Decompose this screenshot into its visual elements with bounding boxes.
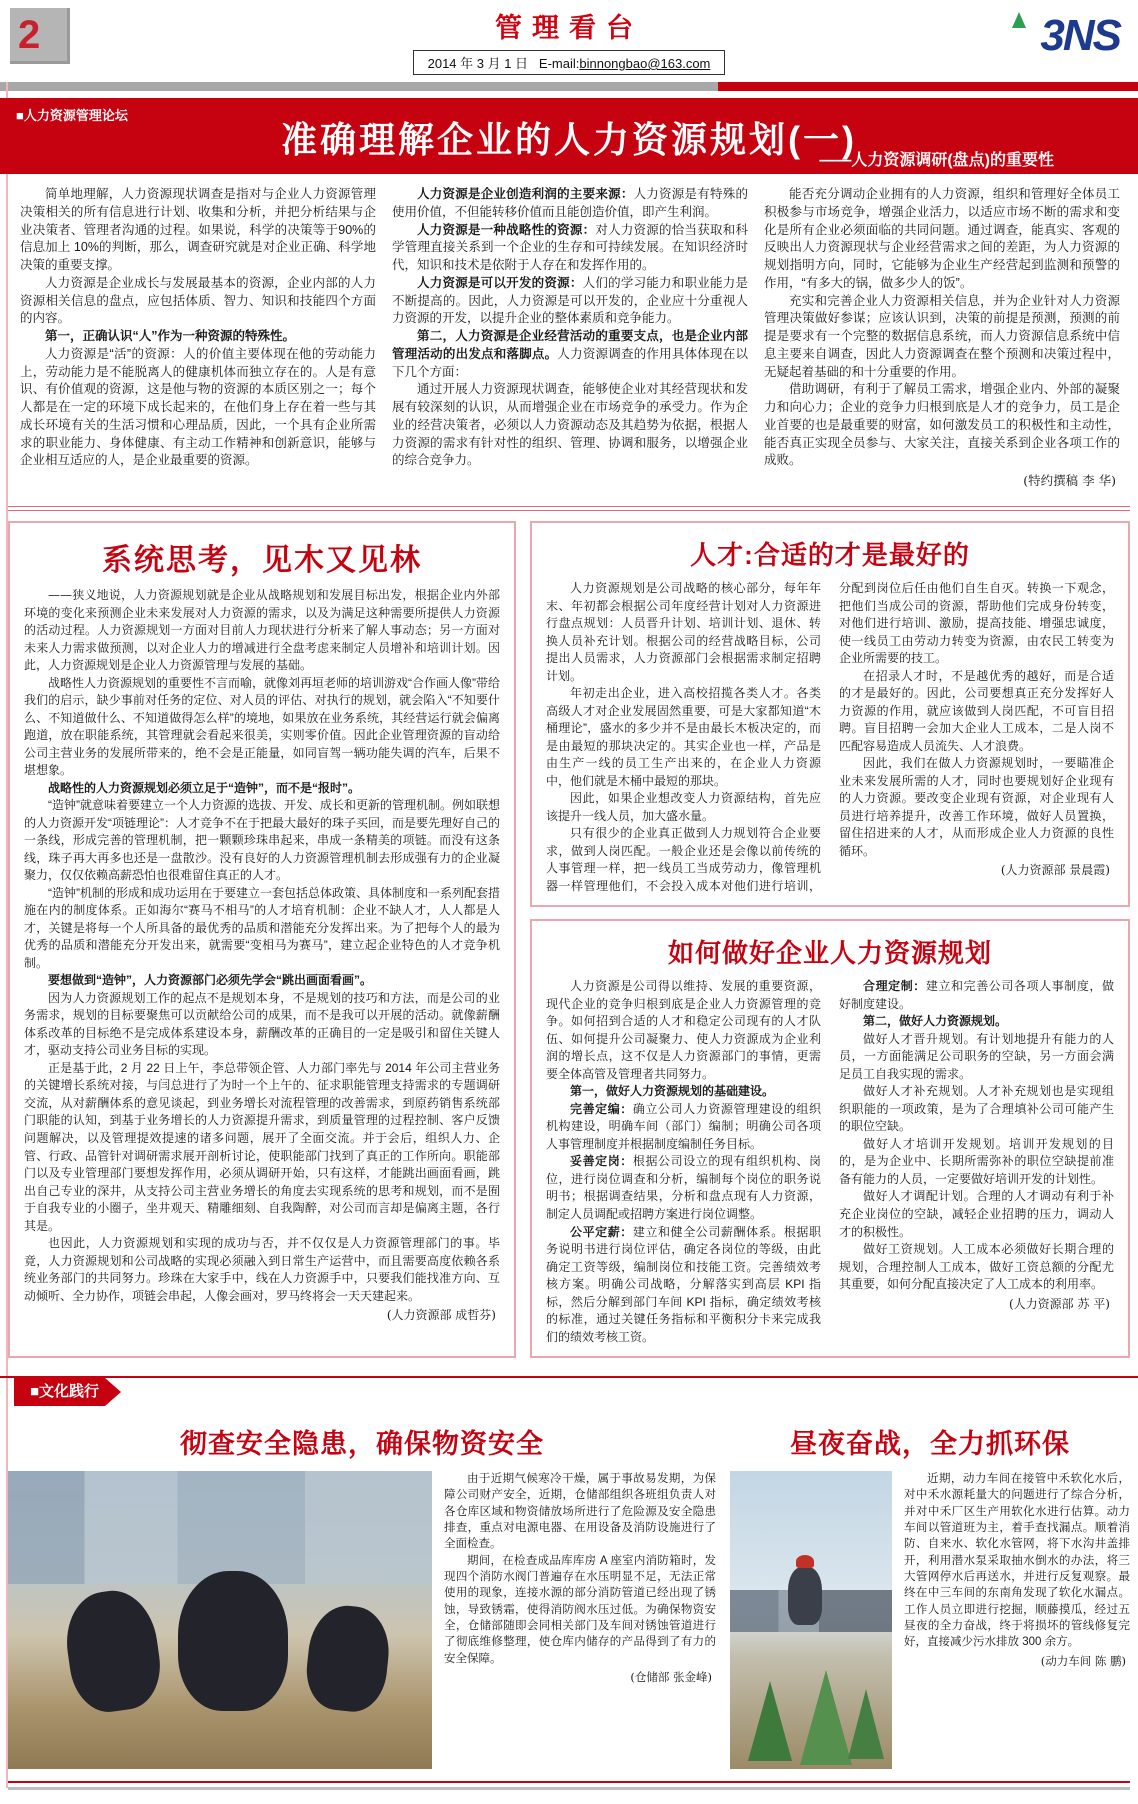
byline: (人力资源部 景晨霞) (1000, 863, 1110, 878)
section-double-rule (8, 506, 1130, 511)
paragraph: 第二，人力资源是企业经营活动的重要支点，也是企业内部管理活动的出发点和落脚点。人力资源调查的作用具体体现在以下几个方面： (392, 329, 748, 379)
paragraph: 做好人才补充规划。人才补充规划也是实现组织职能的一项政策，是为了合理填补公司可能产生的职位空缺。 (839, 1084, 1114, 1134)
paragraph: 人力资源是公司得以维持、发展的重要资源，现代企业的竞争归根到底是企业人力资源管理的竞争。如何招到合适的人才和稳定公司现有的人才队伍、如何提升公司凝聚力、使人力资源成为企业利润的增长点，这不仅是人力资源部门的事情，更需要全体高管及管理者共同努力。 (546, 979, 821, 1081)
paragraph: 正是基于此，2 月 22 日上午，李总带领企管、人力部门率先与 2014 年公司主营业务的关键增长系统对接，与闫总进行了为时一个上午的、征求职能管理支持需求的专题调研交流，从对薪酬体系的意见谈起，到业务增长对流程管理的改善需求，到原药销售系统部门职能的认知，到基于业务增长的人力资源提升需求，到质量管理的过程控制、客户反馈问题解决，以及管理提效提速的诸多问题，展开了全面交流。并于会后，组织人力、企管、行政、品管针对调研需求展开剖析讨论，使职能部门找到了真正的工作所向。职能部门以及专业管理部门要想发挥作用，必须从调研开始，只有这样，才能跳出画面看画，跳出自己专业的深井，从支持公司主营业务增长的角度去实现系统的思考和规划，而不是囿于自我专业的小圈子，坐井观天、精雕细刻、自我陶醉，对公司而言却是偏离主题，各行其是。 (24, 1060, 500, 1233)
photo-worker-figure (303, 1602, 394, 1715)
paragraph: 战略性人力资源规划的重要性不言而喻，就像刘再垣老师的培训游戏“合作画人像”带给我们的启示，缺少事前对任务的定位、对人员的评估、对执行的规划，就会陷入“不知要什么、不知道做什么、不知道做得怎么样”的境地，如果放在业务系统，其经营运行就会偏离跑道，放在职能系统，其管理就会看起来很美，实则零价值。因此企业管理资源的盲动给公司主营业务的发展所带来的，绝不会是正能量，如同盲驾一辆功能失调的汽车，后果不堪想象。 (24, 675, 500, 778)
main-headline: 准确理解企业的人力资源规划(一) (281, 119, 857, 160)
byline: (动力车间 陈 鹏) (1040, 1653, 1126, 1668)
boxed-articles-row (0, 513, 1138, 1362)
paragraph: 做好工资规划。人工成本必须做好长期合理的规划，合理控制人工成本，做好工资总额的分配尤其重要，如何分配直接决定了人工成本的利用率。 (839, 1242, 1114, 1292)
paragraph: 因此，如果企业想改变人力资源结构，首先应该提升一线人员，加大盛水量。 (546, 791, 821, 823)
headline-subtitle: ——人力资源调研(盘点)的重要性 (819, 152, 1054, 169)
page-header (0, 0, 1138, 82)
article-title: 系统思考，见木又见林 (102, 544, 422, 577)
article-layout (8, 1471, 716, 1769)
paragraph: 公平定薪：建立和健全公司薪酬体系。根据职务说明书进行岗位评估，确定各岗位的等级，由此确定工资等级，编制岗位和技能工资。完善绩效考核方案。明确公司战略，分解落实到高层 KPI 指标，然后分解到部门车间 KPI 指标，确定绩效考核的标准，通过关键任务指标和平衡积分卡来完成我们的绩效考核工资。 (546, 1224, 821, 1344)
paragraph: 年初走出企业，进入高校招揽各类人才。各类高级人才对企业发展固然重要，可是大家都知道“木桶理论”，盛水的多少并不是由最长木板决定的，而是由最短的那块决定的。其实企业也一样，产品是由生产一线的员工生产出来的，在企业人力资源中，他们就是木桶中最短的那块。 (546, 686, 821, 788)
paragraph: 近期，动力车间在接管中禾软化水后，对中禾水源耗量大的问题进行了综合分析，并对中禾厂区生产用软化水进行估算。动力车间以管道班为主，着手查找漏点。顺着消防、自来水、软化水管网，将下水沟井盖排开，利用潜水泵采取抽水倒水的办法，将三大管网停水后再送水，并进行反复观察。最终在中三车间的东南角发现了软化水漏点。工作人员立即进行挖掘，顺藤摸瓜，经过五昼夜的全力奋战，终于将损坏的管线修复完好，直接减少污水排放 300 余方。 (904, 1473, 1130, 1649)
photo-pipeline-repair (730, 1471, 892, 1769)
header-divider-bar (0, 82, 1138, 91)
right-box-column (530, 521, 1130, 1358)
divider-gray-segment (0, 82, 718, 91)
paragraph: 人力资源是企业成长与发展最基本的资源，企业内部的人力资源相关信息的盘点，应包括体质、智力、知识和技能四个方面的内容。 (20, 275, 376, 326)
photo-worker-figure (60, 1585, 166, 1716)
paragraph: 由于近期气候寒冷干燥，属于事故易发期，为保障公司财产安全，近期，仓储部组织各班组负责人对各仓库区域和物资储放场所进行了危险源及安全隐患排查，重点对电源电器、在用设备及消防设施进行了全面检查。 (444, 1473, 716, 1551)
article-right-talent (530, 521, 1130, 907)
photo-plant (848, 1689, 884, 1759)
paragraph: 人力资源是“活”的资源：人的价值主要体现在他的劳动能力上，劳动能力是不能脱离人的健康机体而独立存在的。人是有意识、有价值观的资源，这是他与物的资源的本质区别之一；每个人都是在一定的环境下成长起来的，在他们身上存在着一些与其成长环境有关的生活习惯和心理品质，因此，一个具有企业所需求的职业能力、身体健康、有主动工作精神和创新意识，能够与企业相互适应的人，是企业最重要的资源。 (20, 346, 376, 468)
article-environment-fight (730, 1416, 1130, 1769)
article-title: 昼夜奋战，全力抓环保 (790, 1429, 1070, 1460)
article-title: 如何做好企业人力资源规划 (667, 938, 992, 969)
photo-worker-red-helmet (788, 1567, 822, 1625)
lead-article-body (0, 174, 1138, 504)
paragraph: 也因此，人力资源规划和实现的成功与否，并不仅仅是人力资源管理部门的事。毕竟，人力资源规划和公司战略的实现必须融入到日常生产运营中，而且需要高度依赖各系统业务部门的共同努力。珍珠在大家手中，线在人力资源手中，只要我们能找准方向、互动倾听、全力协作，项链会串起，人像会画对，罗马终将会一天天建起来。 (24, 1236, 500, 1303)
paragraph: ——狭义地说，人力资源规划就是企业从战略规划和发展目标出发，根据企业内外部环境的变化来预测企业未来发展对人力资源的需求，以及为满足这种需要所提供人力资源的活动过程。人力资源规划一方面对目前人力现状进行分析来了解人事动态；另一方面对未来人力需求做预测，以对企业人力的增减进行全盘考虑来制定人员增补和培训计划。因此，人力资源规划是企业人力资源管理与发展的基础。 (24, 588, 500, 673)
paragraph: 在招录人才时，不是越优秀的越好，而是合适的才是最好的。因此，公司要想真正充分发挥好人力资源的作用，就应该做到人岗匹配，不可盲目招聘。盲目招聘一会加大企业人工成本，二是人岗不匹配容易造成人员流失、人才浪费。 (839, 668, 1114, 753)
paragraph: 人力资源是企业创造利润的主要来源：人力资源是有特殊的使用价值，不但能转移价值而且能创造价值，即产生利润。 (392, 187, 748, 219)
culture-section-rule (0, 1376, 1138, 1378)
divider-red-segment (718, 82, 1138, 91)
culture-section-header (0, 1376, 1138, 1408)
article-title: 人才:合适的才是最好的 (690, 540, 970, 570)
logo-leaf-icon (1012, 12, 1026, 28)
section-kicker: ■人力资源管理论坛 (16, 108, 128, 123)
email-address: binnongbao@163.com (579, 56, 711, 71)
paragraph: 做好人才培训开发规划。培训开发规划的目的，是为企业中、长期所需弥补的职位空缺提前准备有能力的人员，一定要做好培训开发的计划性。 (839, 1136, 1114, 1186)
byline: (人力资源部 苏 平) (1009, 1296, 1110, 1311)
page-number: 2 (18, 13, 41, 57)
paragraph: “造钟”就意味着要建立一个人力资源的选拔、开发、成长和更新的管理机制。例如联想的人力资源开发“项链理论”：人才竞争不在于把最大最好的珠子买回，而是要先理好自己的一条线，形成完善的管理机制，把一颗颗珍珠串起来，串成一条精美的项链。而没有这条线，珠子再大再多也还是一盘散沙。没有良好的人力资源管理机制去形成强有力的企业凝聚力，仅仅依赖高薪恐怕也很难留住真正的人才。 (24, 798, 500, 883)
paragraph: 因此，我们在做人力资源规划时，一要瞄准企业未来发展所需的人才，同时也要规划好企业现有的人力资源。要改变企业现有资源，对企业现有人员进行培养提升，改善工作环境，做好人员置换，留住招进来的人才，从而形成企业人力资源的良性循环。 (839, 756, 1114, 858)
paragraph: 人力资源是可以开发的资源：人们的学习能力和职业能力是不断提高的。因此，人力资源是可以开发的，企业应十分重视人力资源的开发，以提升企业的整体素质和竞争能力。 (392, 275, 748, 326)
masthead-title: 管理看台 (495, 13, 643, 43)
article-layout (730, 1471, 1130, 1769)
headline-banner (0, 98, 1138, 174)
photo-worker-figure (178, 1571, 288, 1711)
paragraph: 借助调研，有利于了解员工需求，增强企业内、外部的凝聚力和向心力；企业的竞争力归根到底是人才的竞争力，员工是企业首要的也是最重要的财富，如何激发员工的积极性和主动性，能否真正实现全员参与、大家关注，直接关系到企业各项工作的成败。 (764, 382, 1120, 468)
paragraph: “造钟”机制的形成和成功运用在于要建立一套包括总体政策、具体制度和一系列配套措施在内的制度体系。正如海尔“赛马不相马”的人才培育机制：企业不缺人才，人人都是人才，关键是将每一个人所具备的最优秀的品质和潜能充分发挥出来。为了把每个人的最为优秀的品质和潜能充分开发出来，就需要“变相马为赛马”，建立起企业特色的人才竞争机制。 (24, 885, 500, 970)
paragraph: 充实和完善企业人力资源相关信息，并为企业针对人力资源管理决策做好参谋；应该认识到，决策的前提是预测，预测的前提是要求有一个完整的数据信息系统，而人力资源信息系统中信息主要来自调查，因此人力资源调查在整个预测和决策过程中，无疑起着基础的和十分重要的作用。 (764, 293, 1120, 379)
culture-articles-row (0, 1408, 1138, 1769)
article-body (444, 1471, 716, 1769)
paragraph: 第二，做好人力资源规划。 (863, 1014, 1008, 1029)
paragraph: 人力资源是一种战略性的资源：对人力资源的恰当获取和科学管理直接关系到一个企业的生存和可持续发展。在知识经济时代，知识和技术是依附于人存在和发挥作用的。 (392, 222, 748, 272)
footer-gray-rule (8, 1787, 1130, 1790)
paragraph: 要想做到“造钟”，人力资源部门必须先学会“跳出画面看画”。 (48, 973, 373, 988)
byline: (人力资源部 成哲芬) (386, 1308, 496, 1323)
article-body (546, 978, 1114, 1346)
paragraph: 简单地理解，人力资源现状调查是指对与企业人力资源管理决策相关的所有信息进行计划、收集和分析，并把分析结果与企业决策者、管理者沟通的过程。如果说，科学的决策等于90%的信息加上 10%的判断，那么，调查研究就是对企业正确、科学地决策的重要支撑。 (20, 187, 376, 272)
date-text: 2014 年 3 月 1 日 (427, 56, 529, 71)
company-logo (1040, 11, 1120, 60)
email-label: E-mail: (538, 56, 580, 71)
paragraph: 第一，正确认识“人”作为一种资源的特殊性。 (45, 329, 296, 343)
paragraph: 只有很少的企业真正做到人力规划符合企业要求，做到人岗匹配。一般企业还是会像以前传统的人事管理一样，把一线员工当成劳动力，像管理机器一样管理他们，不会投入成本对他们进行培训，分配到岗位后任由他们自生自灭。转换一下观念，把他们当成公司的资源，帮助他们完成身份转变，对他们进行培训、激励，提高技能、增强忠诚度，使一线员工由劳动力转变为资源，由农民工转变为企业所需要的技工。 (546, 581, 1114, 893)
paragraph: 第一，做好人力资源规划的基础建设。 (570, 1084, 775, 1099)
article-system-thinking (8, 521, 516, 1358)
footer-red-rule (8, 1781, 1130, 1783)
paragraph: 合理定制：建立和完善公司各项人事制度，做好制度建设。 (839, 979, 1114, 1011)
paragraph: 做好人才调配计划。合理的人才调动有利于补充企业岗位的空缺，减轻企业招聘的压力，调动人才的积极性。 (839, 1189, 1114, 1239)
article-body (546, 580, 1114, 895)
paragraph: 期间，在检查成品库库房 A 座室内消防箱时，发现四个消防水阀门普遍存在水压明显不足，无法正常使用的现象，连接水源的部分消防管道已经出现了锈蚀，导致锈霜，使得消防阀水压过低。为确保物资安全，仓储部随即会同相关部门及车间对锈蚀管道进行了彻底维修整理，使仓库内储存的产品得到了有力的安全保障。 (444, 1554, 716, 1665)
page-number-box (10, 8, 70, 64)
paragraph: 战略性的人力资源规划必须立足于“造钟”，而不是“报时”。 (48, 780, 361, 795)
photo-building-backdrop (8, 1471, 432, 1584)
byline: (特约撰稿 李 华) (1023, 473, 1116, 488)
paragraph: 人力资源规划是公司战略的核心部分，每年年末、年初都会根据公司年度经营计划对人力资源进行盘点规划：人员晋升计划、培训计划、退休、转换人员补充计划。根据公司的经营战略目标，公司提出人员需求，人力资源部门会根据需求制定招聘计划。 (546, 581, 821, 683)
dateline-box (413, 50, 726, 75)
photo-plant (748, 1681, 792, 1761)
masthead-block (0, 0, 1138, 75)
paragraph: 做好人才晋升规划。有计划地提升有能力的人员，一方面能满足公司职务的空缺，另一方面会满足员工自我实现的需求。 (839, 1031, 1114, 1081)
logo-text: 3NS (1040, 11, 1120, 60)
photo-warehouse-inspection (8, 1471, 432, 1769)
paragraph: 因为人力资源规划工作的起点不是规划本身，不是规划的技巧和方法，而是公司的业务需求，规划的目标要聚焦可以贡献给公司的成果，而不是我可以开展的活动。就像薪酬体系改革的目标绝不是完成体系建设本身，薪酬改革的正确目的一定是吸引和留住关键人才，驱动支持公司业务目标的实现。 (24, 990, 500, 1058)
article-howto-planning (530, 919, 1130, 1358)
photo-plant (800, 1670, 852, 1765)
byline: (仓储部 张金峰) (630, 1670, 712, 1685)
paragraph: 能否充分调动企业拥有的人力资源，组织和管理好全体员工积极参与市场竞争，增强企业活力，以适应市场不断的需求和变化是所有企业必须面临的共同问题。通过调查，能真实、客观的反映出人力资源现状与企业经营需求之间的差距，为人力资源的规划指明方向，同时，它能够为企业生产经营起到监测和预警的作用，“有多大的锅，做多少人的饭”。 (764, 187, 1120, 290)
article-body (904, 1471, 1130, 1769)
article-safety-check (8, 1416, 716, 1769)
paragraph: 完善定编：确立公司人力资源管理建设的组织机构建设，明确车间（部门）编制；明确公司各项人事管理制度并根据制度编制任务目标。 (546, 1101, 821, 1151)
paragraph: 通过开展人力资源现状调查，能够使企业对其经营现状和发展有较深刻的认识，从而增强企业在市场竞争的承受力。作为企业的经营决策者，必须以人力资源动态及其趋势为依据，根据人力资源的需求有针对性的组织、管理、协调和服务，以增强企业的综合竞争力。 (392, 382, 748, 468)
article-title: 彻查安全隐患，确保物资安全 (180, 1429, 544, 1460)
culture-section-flag: ■文化践行 (14, 1378, 105, 1406)
paragraph: 妥善定岗：根据公司设立的现有组织机构、岗位，进行岗位调查和分析，编制每个岗位的职务说明书；根据调查结果，分析和盘点现有人力资源，制定人员调配或招聘方案进行岗位调整。 (546, 1154, 821, 1221)
article-body (24, 587, 500, 1325)
